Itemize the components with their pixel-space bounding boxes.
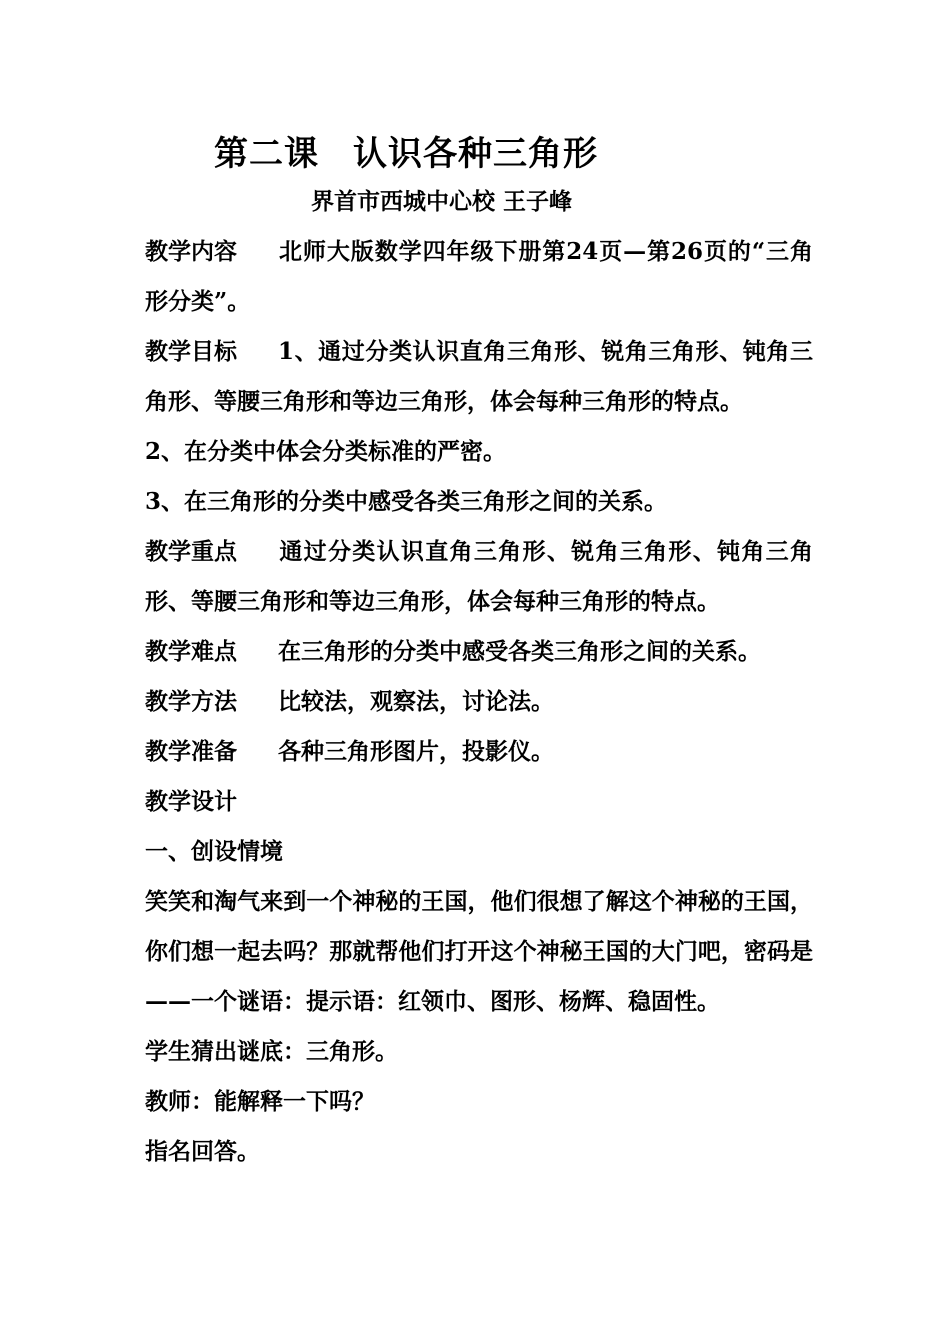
preparation: [145, 727, 813, 777]
difficulty: [145, 627, 813, 677]
teaching-content: [145, 227, 813, 327]
key-point-text: 通过分类认识直角三角形、锐角三角形、钝角三角形、等腰三角形和等边三角形，体会每种三角形的特点。: [145, 538, 813, 615]
paragraph-2: 学生猜出谜底：三角形。: [145, 1038, 398, 1065]
teaching-objectives: [145, 327, 813, 427]
key-point: [145, 527, 813, 627]
teaching-content-text: 北师大版数学四年级下册第24页—第26页的“三角形分类”。: [145, 238, 813, 315]
lesson-number: 第二课: [214, 134, 319, 174]
methods-text: 比较法，观察法，讨论法。: [278, 688, 554, 715]
objective-item-1: 1、通过分类认识直角三角形、锐角三角形、钝角三角形、等腰三角形和等边三角形，体会每种三角形的特点。: [145, 338, 813, 415]
objective-item-3: 3、在三角形的分类中感受各类三角形之间的关系。: [145, 488, 668, 515]
teaching-objectives-label: 教学目标: [145, 338, 237, 365]
objective-item-2: 2、在分类中体会分类标准的严密。: [145, 438, 507, 465]
preparation-label: 教学准备: [145, 738, 237, 765]
methods: [145, 677, 813, 727]
author-line: 界首市西城中心校 王子峰: [311, 188, 573, 215]
lesson-topic: 认识各种三角形: [353, 134, 598, 174]
teaching-content-label: 教学内容: [145, 238, 237, 265]
methods-label: 教学方法: [145, 688, 237, 715]
section1-heading: 一、创设情境: [145, 838, 283, 865]
difficulty-label: 教学难点: [145, 638, 237, 665]
lesson-title: [214, 126, 598, 175]
paragraph-3: 教师：能解释一下吗？: [145, 1088, 375, 1115]
preparation-text: 各种三角形图片，投影仪。: [278, 738, 554, 765]
difficulty-text: 在三角形的分类中感受各类三角形之间的关系。: [278, 638, 761, 665]
key-point-label: 教学重点: [145, 538, 237, 565]
paragraph-4: 指名回答。: [145, 1138, 260, 1165]
design-heading: 教学设计: [145, 788, 237, 815]
lesson-plan-body: [145, 227, 813, 1177]
paragraph-1: 笑笑和淘气来到一个神秘的王国，他们很想了解这个神秘的王国，你们想一起去吗？那就帮他们打开这个神秘王国的大门吧，密码是——一个谜语：提示语：红领巾、图形、杨辉、稳固性。: [145, 888, 813, 1015]
